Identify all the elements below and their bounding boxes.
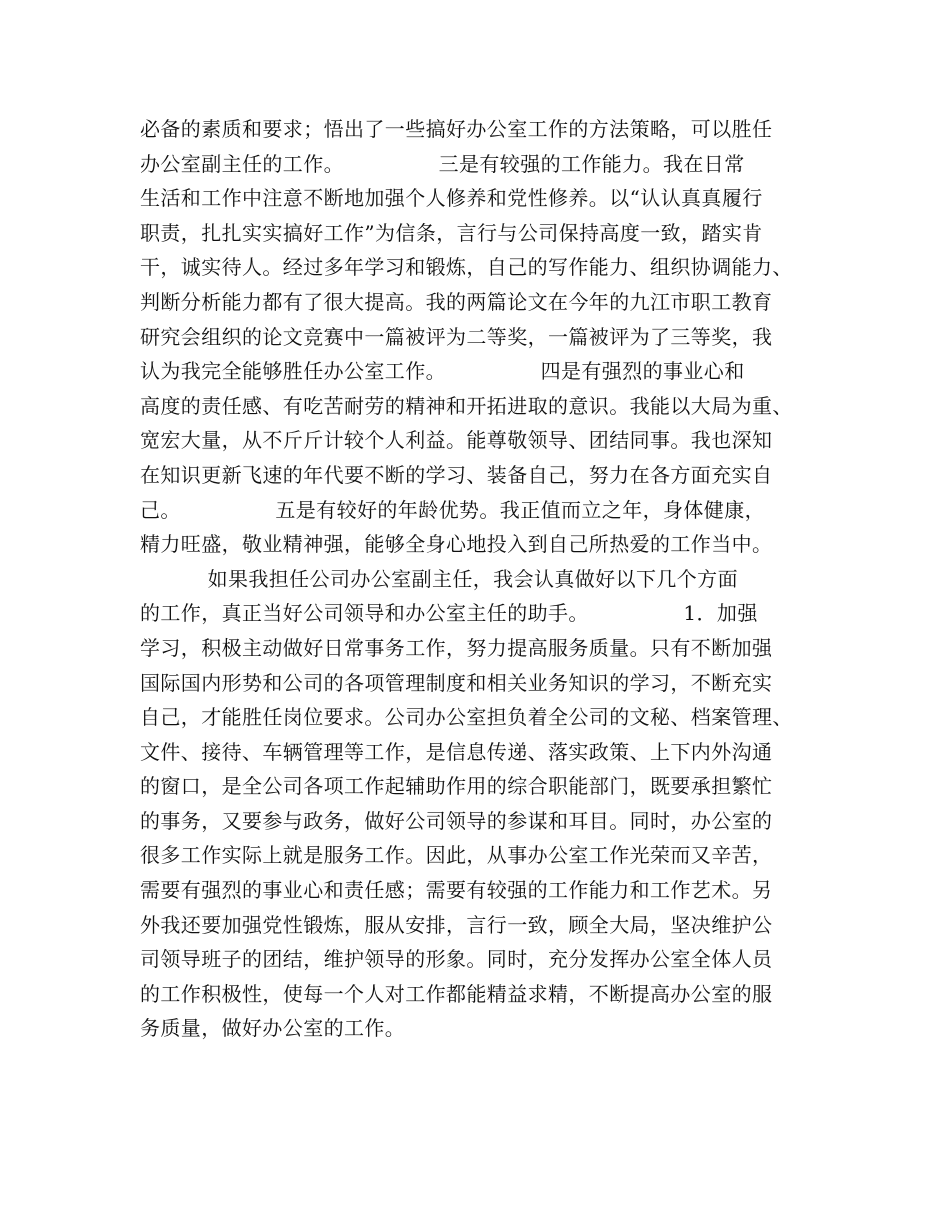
- text-line: 在知识更新飞速的年代要不断的学习、装备自己，努力在各方面充实自: [140, 462, 773, 487]
- text-line: 生活和工作中注意不断地加强个人修养和党性修养。以“认认真真履行: [140, 186, 763, 211]
- text-line: 外我还要加强党性锻炼，服从安排，言行一致，顾全大局，坚决维护公: [140, 912, 773, 937]
- text-line: 研究会组织的论文竞赛中一篇被评为二等奖，一篇被评为了三等奖，我: [140, 324, 773, 349]
- text-line: 宽宏大量，从不斤斤计较个人利益。能尊敬领导、团结同事。我也深知: [140, 428, 773, 453]
- text-line: 很多工作实际上就是服务工作。因此，从事办公室工作光荣而又辛苦，: [140, 843, 773, 868]
- text-line: 文件、接待、车辆管理等工作，是信息传递、落实政策、上下内外沟通: [140, 739, 773, 764]
- text-line: 学习，积极主动做好日常事务工作，努力提高服务质量。只有不断加强: [140, 635, 773, 660]
- text-line: 需要有强烈的事业心和责任感；需要有较强的工作能力和工作艺术。另: [140, 878, 773, 903]
- text-line: 的事务，又要参与政务，做好公司领导的参谋和耳目。同时，办公室的: [140, 808, 773, 833]
- text-line: 干，诚实待人。经过多年学习和锻炼，自己的写作能力、组织协调能力、: [140, 255, 793, 280]
- text-line: 己。 五是有较好的年龄优势。我正值而立之年，身体健康，: [140, 497, 766, 522]
- text-line: 的工作，真正当好公司领导和办公室主任的助手。 1．加强: [140, 601, 758, 626]
- text-line: 精力旺盛，敬业精神强，能够全身心地投入到自己所热爱的工作当中。: [140, 532, 773, 557]
- text-line: 的窗口，是全公司各项工作起辅助作用的综合职能部门，既要承担繁忙: [140, 774, 773, 799]
- text-line: 的工作积极性，使每一个人对工作都能精益求精，不断提高办公室的服: [140, 981, 773, 1006]
- document-body-text: [140, 112, 830, 1046]
- text-line: 职责，扎扎实实搞好工作”为信条，言行与公司保持高度一致，踏实肯: [140, 220, 763, 245]
- text-line: 高度的责任感、有吃苦耐劳的精神和开拓进取的意识。我能以大局为重、: [140, 393, 793, 418]
- text-line: 必备的素质和要求；悟出了一些搞好办公室工作的方法策略，可以胜任: [140, 117, 773, 141]
- text-line: 国际国内形势和公司的各项管理制度和相关业务知识的学习，不断充实: [140, 670, 773, 695]
- text-line: 自己，才能胜任岗位要求。公司办公室担负着全公司的文秘、档案管理、: [140, 705, 793, 730]
- text-line: 司领导班子的团结，维护领导的形象。同时，充分发挥办公室全体人员: [140, 947, 773, 972]
- text-line: 判断分析能力都有了很大提高。我的两篇论文在今年的九江市职工教育: [140, 289, 773, 314]
- text-line: 如果我担任公司办公室副主任，我会认真做好以下几个方面: [140, 566, 738, 591]
- text-line: 务质量，做好办公室的工作。: [140, 1016, 406, 1041]
- text-line: 认为我完全能够胜任办公室工作。 四是有强烈的事业心和: [140, 359, 745, 384]
- text-line: 办公室副主任的工作。 三是有较强的工作能力。我在日常: [140, 151, 745, 176]
